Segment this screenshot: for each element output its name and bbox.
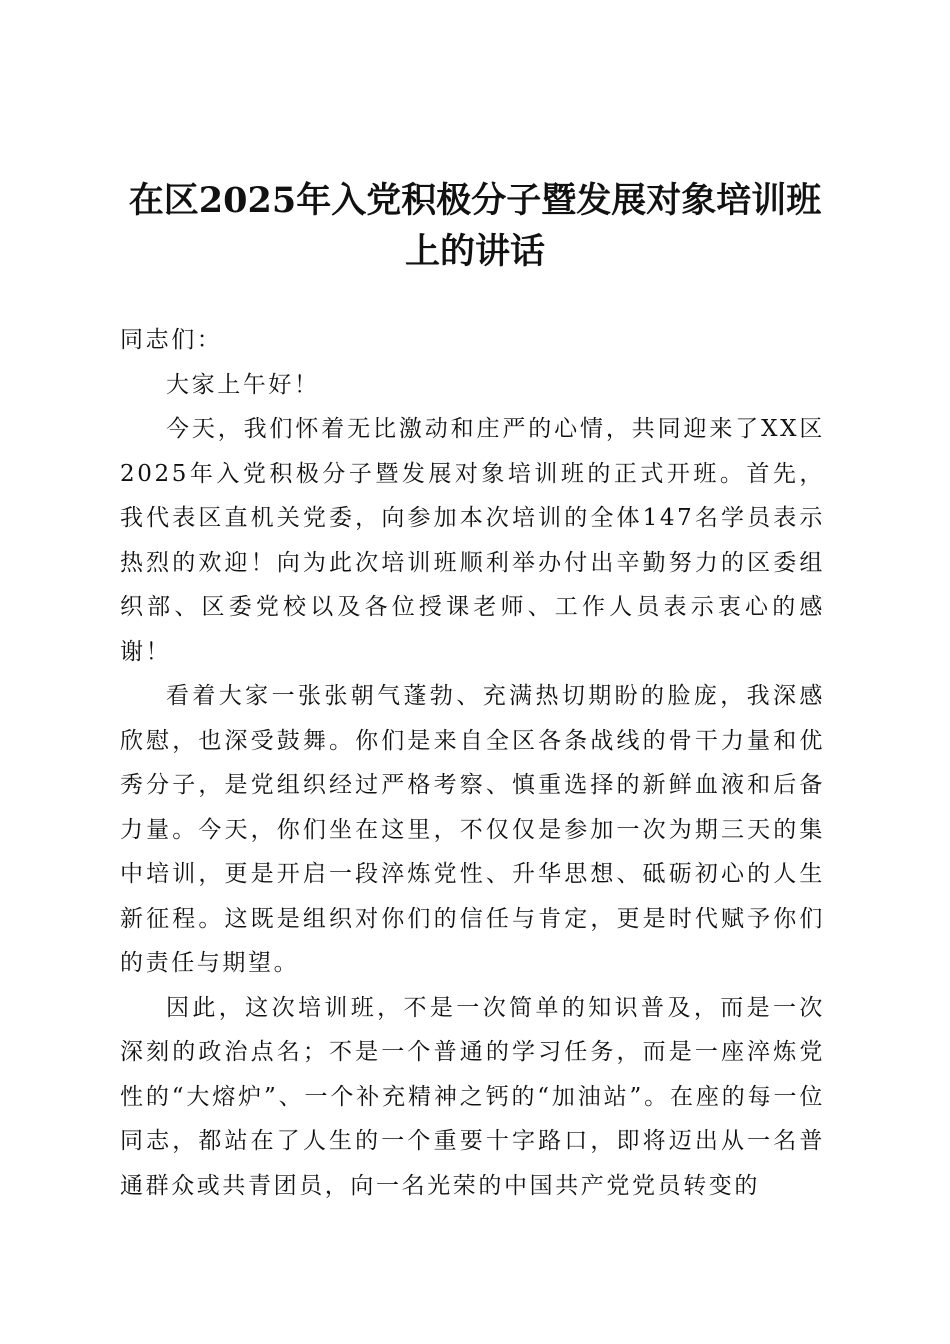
greeting: 大家上午好！ xyxy=(166,371,320,398)
document-title xyxy=(120,175,830,277)
salutation: 同志们： xyxy=(120,327,223,353)
document-body xyxy=(120,318,825,1208)
title-line-1: 在区2025年入党积极分子暨发展对象培训班 xyxy=(128,180,822,221)
paragraph: 看着大家一张张朝气蓬勃、充满热切期盼的脸庞，我深感欣慰，也深受鼓舞。你们是来自全区各条战线的骨干力量和优秀分子，是党组织经过严格考察、慎重选择的新鲜血液和后备力量。今天，你们坐在这里，不仅仅是参加一次为期三天的集中培训，更是开启一段淬炼党性、升华思想、砥砺初心的人生新征程。这既是组织对你们的信任与肯定，更是时代赋予你们的责任与期望。 xyxy=(120,683,825,976)
paragraph: 因此，这次培训班，不是一次简单的知识普及，而是一次深刻的政治点名；不是一个普通的学习任务，而是一座淬炼党性的“大熔炉”、一个补充精神之钙的“加油站”。在座的每一位同志，都站在了人生的一个重要十字路口，即将迈出从一名普通群众或共青团员，向一名光荣的中国共产党党员转变的 xyxy=(120,994,825,1199)
title-line-2: 上的讲话 xyxy=(404,231,545,272)
paragraph: 今天，我们怀着无比激动和庄严的心情，共同迎来了XX区2025年入党积极分子暨发展对象培训班的正式开班。首先，我代表区直机关党委，向参加本次培训的全体147名学员表示热烈的欢迎！向为此次培训班顺利举办付出辛勤努力的区委组织部、区委党校以及各位授课老师、工作人员表示衷心的感谢！ xyxy=(120,416,825,665)
